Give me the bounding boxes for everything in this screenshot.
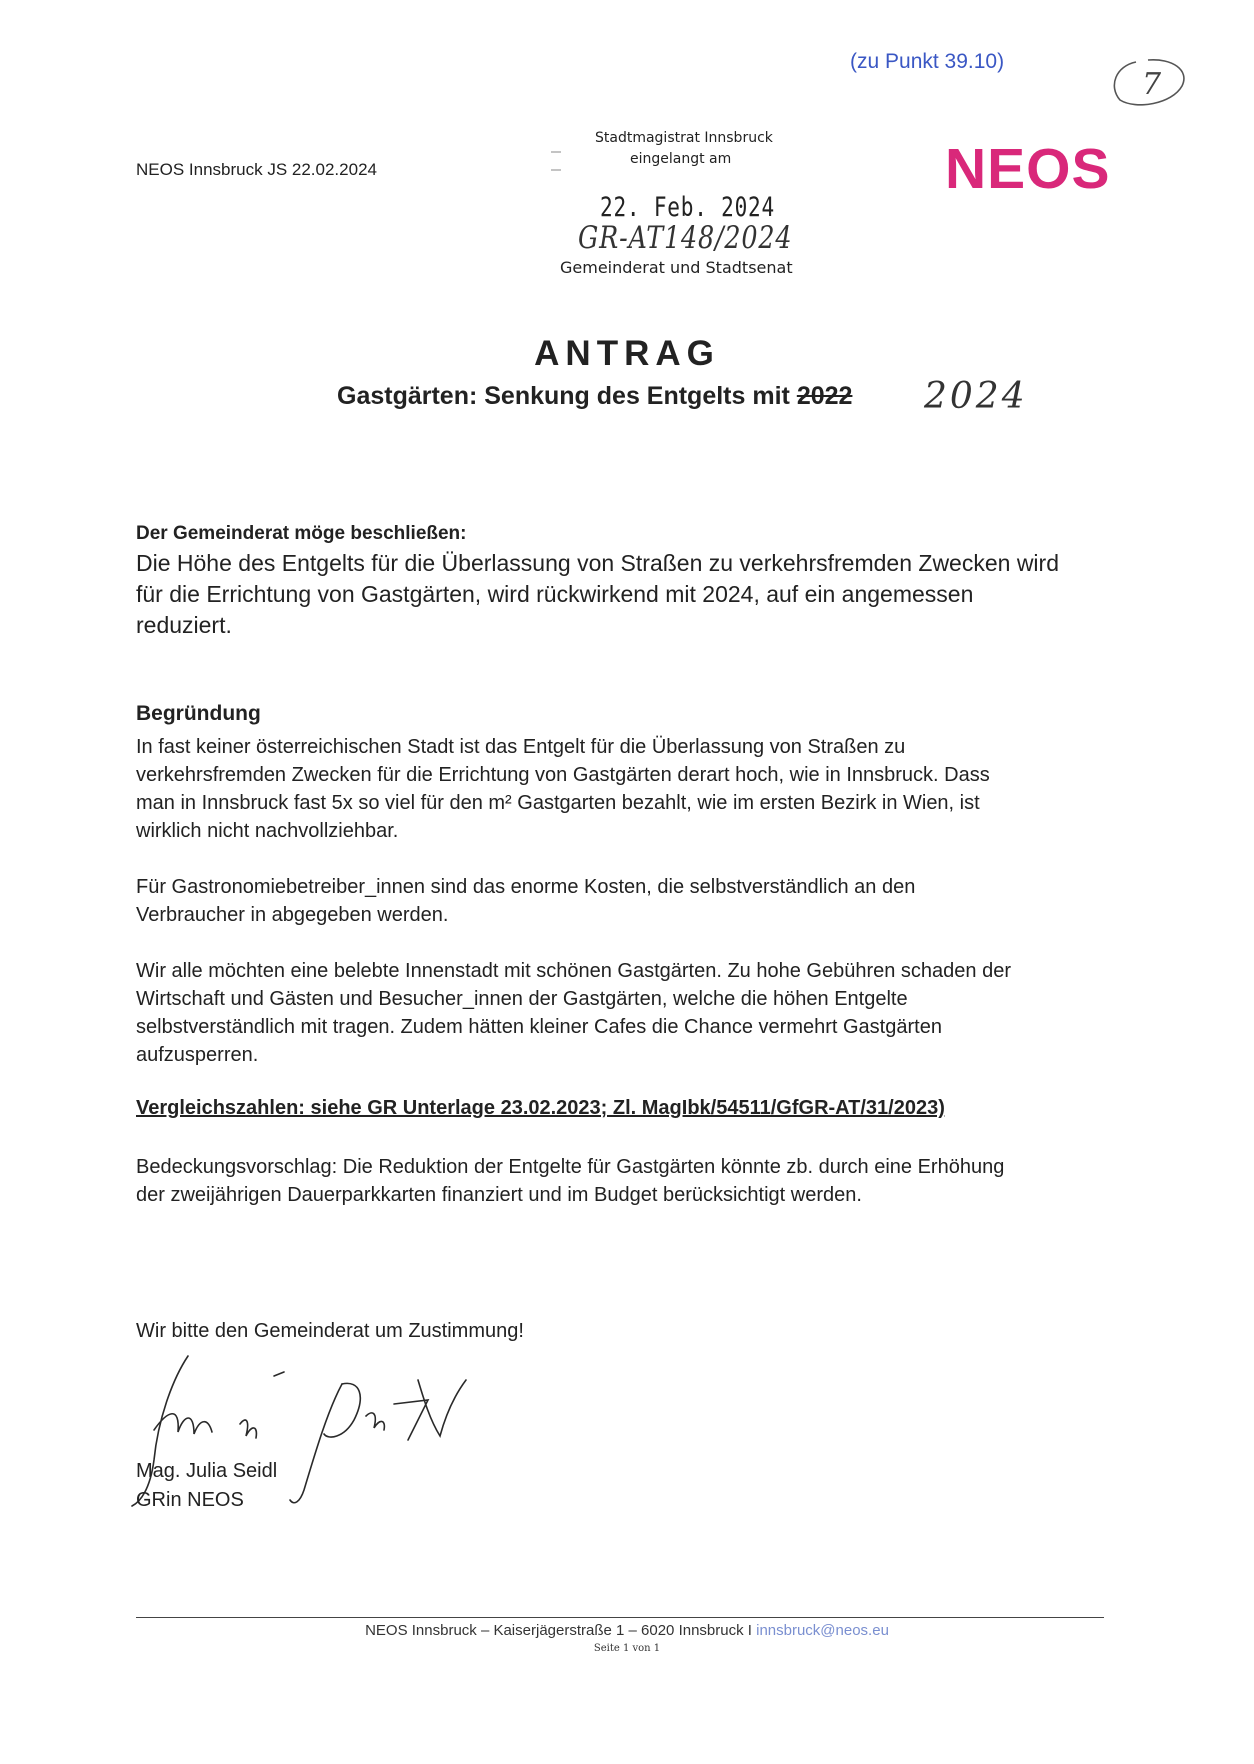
paragraph-line: aufzusperren. xyxy=(136,1044,259,1066)
stamp-date: 22. Feb. 2024 xyxy=(600,192,775,223)
signer-role: GRin NEOS xyxy=(136,1489,244,1511)
motion-line: für die Errichtung von Gastgärten, wird rückwirkend mit 2024, auf ein angemessen xyxy=(136,581,974,607)
page-number: Seite 1 von 1 xyxy=(593,1643,661,1654)
footer-email[interactable]: innsbruck@neos.eu xyxy=(756,1622,889,1639)
document-title: ANTRAG xyxy=(534,334,720,373)
document-reference: NEOS Innsbruck JS 22.02.2024 xyxy=(136,160,377,179)
paragraph-line: Für Gastronomiebetreiber_innen sind das enorme Kosten, die selbstverständlich an den xyxy=(136,876,916,898)
paragraph-line: man in Innsbruck fast 5x so viel für den m² Gastgarten bezahlt, wie im ersten Bezirk in Wien, ist xyxy=(136,792,980,814)
stamp-received-label: eingelangt am xyxy=(630,151,732,167)
justification-paragraph-3 xyxy=(136,957,1126,1069)
funding-proposal xyxy=(136,1153,1126,1209)
subtitle-struck-year: 2022 xyxy=(796,382,853,410)
paragraph-line: Wir alle möchten eine belebte Innenstadt mit schönen Gastgärten. Zu hohe Gebühren schaden der xyxy=(136,960,1011,982)
stamp-authority: Stadtmagistrat Innsbruck xyxy=(595,130,773,146)
paragraph-line: der zweijährigen Dauerparkkarten finanziert und im Budget berücksichtigt werden. xyxy=(136,1184,862,1206)
closing-request: Wir bitte den Gemeinderat um Zustimmung! xyxy=(136,1320,524,1342)
paragraph-line: Wirtschaft und Gästen und Besucher_innen der Gastgärten, welche die höhen Entgelte xyxy=(136,988,908,1010)
paragraph-line: selbstverständlich mit tragen. Zudem hätten kleiner Cafes die Chance vermehrt Gastgärten xyxy=(136,1016,942,1038)
footer-divider xyxy=(136,1617,1104,1618)
stamp-department: Gemeinderat und Stadtsenat xyxy=(560,258,793,277)
handwritten-signature xyxy=(128,1340,518,1510)
agenda-reference: (zu Punkt 39.10) xyxy=(850,50,1005,73)
motion-line: Die Höhe des Entgelts für die Überlassung von Straßen zu verkehrsfremden Zwecken wird xyxy=(136,550,1059,576)
signer-name: Mag. Julia Seidl xyxy=(136,1460,278,1482)
handwritten-year: 2024 xyxy=(924,376,1028,417)
justification-heading: Begründung xyxy=(136,702,261,725)
stamp-handwritten-reference: GR-AT148/2024 xyxy=(578,220,793,256)
comparison-reference: Vergleichszahlen: siehe GR Unterlage 23.02.2023; Zl. MagIbk/54511/GfGR-AT/31/2023) xyxy=(136,1097,945,1119)
paragraph-line: Verbraucher in abgegeben werden. xyxy=(136,904,449,926)
footer-address-text: NEOS Innsbruck – Kaiserjägerstraße 1 – 6020 Innsbruck I xyxy=(365,1622,752,1639)
motion-heading: Der Gemeinderat möge beschließen: xyxy=(136,523,467,544)
handwritten-number-circle xyxy=(1106,56,1188,108)
justification-paragraph-2 xyxy=(136,873,1126,929)
footer-address xyxy=(0,1622,1254,1639)
paragraph-line: In fast keiner österreichischen Stadt ist das Entgelt für die Überlassung von Straßen zu xyxy=(136,736,906,758)
paragraph-line: wirklich nicht nachvollziehbar. xyxy=(136,820,399,842)
justification-paragraph-1 xyxy=(136,733,1126,845)
handwritten-number: 7 xyxy=(1142,67,1162,102)
paragraph-line: verkehrsfremden Zwecken für die Errichtung von Gastgärten derart hoch, wie in Innsbruck. Dass xyxy=(136,764,990,786)
subtitle-text: Gastgärten: Senkung des Entgelts mit xyxy=(337,382,790,410)
document-subtitle xyxy=(337,382,852,411)
motion-text xyxy=(136,548,1126,641)
stamp-tick-marks xyxy=(549,150,563,172)
motion-line: reduziert. xyxy=(136,612,232,638)
neos-logo: NEOS xyxy=(945,137,1111,201)
paragraph-line: Bedeckungsvorschlag: Die Reduktion der Entgelte für Gastgärten könnte zb. durch eine Erhöhung xyxy=(136,1156,1005,1178)
